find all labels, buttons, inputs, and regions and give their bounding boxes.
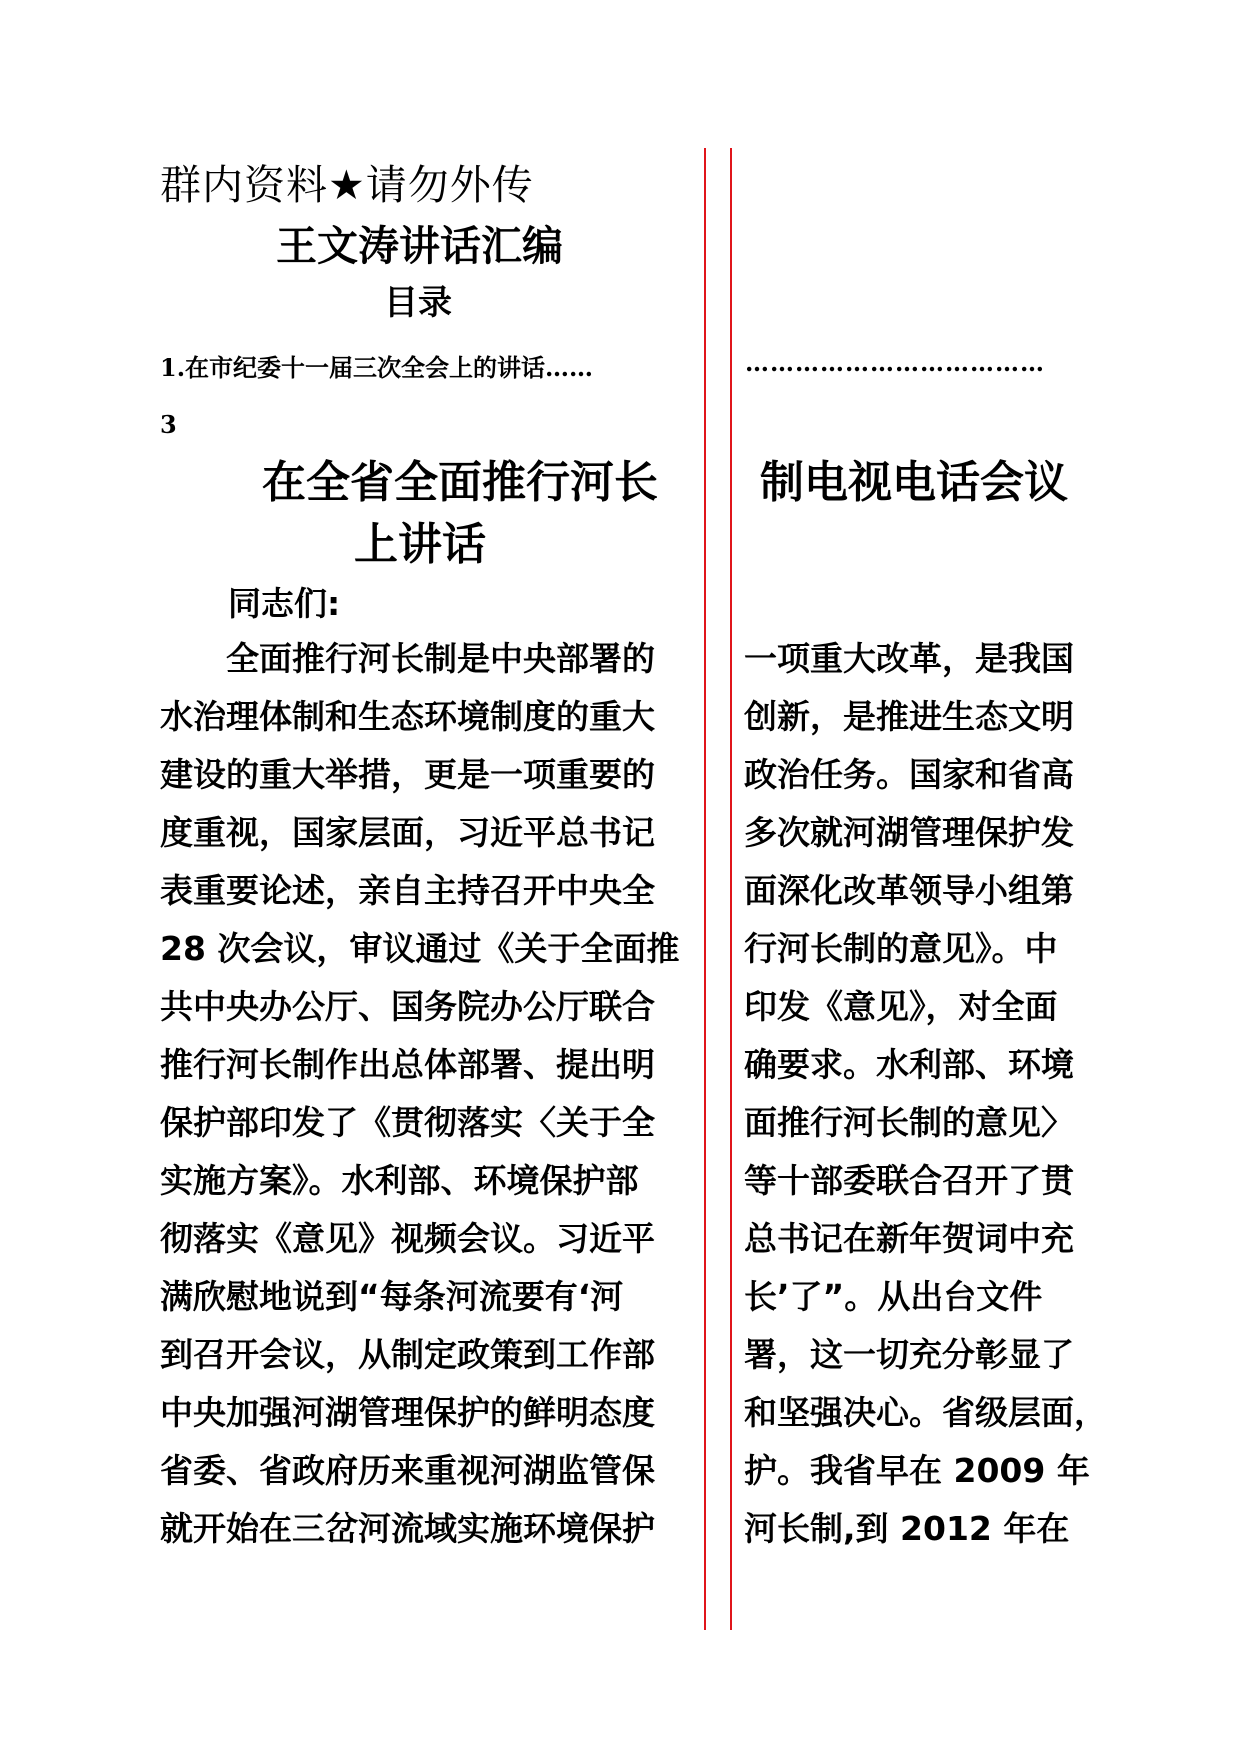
body-line: 署，这一切充分彰显了 bbox=[744, 1335, 1074, 1374]
body-line: 总书记在新年贺词中充 bbox=[744, 1219, 1074, 1258]
body-column-left bbox=[160, 630, 679, 1558]
body-line: 印发《意见》，对全面 bbox=[744, 987, 1058, 1026]
body-line: 中央加强河湖管理保护的鲜明态度 bbox=[160, 1393, 655, 1432]
header-note: 群内资料★请勿外传 bbox=[160, 161, 534, 209]
body-line: 和坚强决心。省级层面， bbox=[744, 1393, 1107, 1432]
body-line: 面深化改革领导小组第 bbox=[744, 871, 1074, 910]
body-line: 表重要论述，亲自主持召开中央全 bbox=[160, 871, 655, 910]
body-line: 河长制,到 2012 年在 bbox=[744, 1509, 1070, 1548]
body-line: 一项重大改革，是我国 bbox=[744, 639, 1074, 678]
body-line: 全面推行河长制是中央部署的 bbox=[160, 639, 655, 678]
body-column-right bbox=[744, 630, 1107, 1558]
body-line: 共中央办公厅、国务院办公厅联合 bbox=[160, 987, 655, 1026]
speech-title-right-line1: 制电视电话会议 bbox=[760, 457, 1068, 508]
body-line: 政治任务。国家和省高 bbox=[744, 755, 1074, 794]
body-line: 度重视，国家层面，习近平总书记 bbox=[160, 813, 655, 852]
body-line: 就开始在三岔河流域实施环境保护 bbox=[160, 1509, 655, 1548]
toc-entry-page: 3 bbox=[160, 410, 177, 439]
body-line: 创新，是推进生态文明 bbox=[744, 697, 1074, 736]
body-line: 满欣慰地说到“每条河流要有‘河 bbox=[160, 1277, 624, 1316]
body-line: 建设的重大举措，更是一项重要的 bbox=[160, 755, 655, 794]
toc-entry-dots: ……………………………… bbox=[745, 348, 1045, 377]
body-line: 省委、省政府历来重视河湖监管保 bbox=[160, 1451, 655, 1490]
speech-title-left-line1: 在全省全面推行河长 bbox=[262, 457, 658, 508]
body-line: 彻落实《意见》视频会议。习近平 bbox=[160, 1219, 655, 1258]
body-line: 长’了”。从出台文件 bbox=[744, 1277, 1043, 1316]
body-line: 多次就河湖管理保护发 bbox=[744, 813, 1074, 852]
body-line: 实施方案》。水利部、环境保护部 bbox=[160, 1161, 639, 1200]
column-divider-left bbox=[704, 148, 706, 1630]
body-line: 护。我省早在 2009 年 bbox=[744, 1451, 1090, 1490]
body-line: 保护部印发了《贯彻落实〈关于全 bbox=[160, 1103, 655, 1142]
speech-title-left-line2: 上讲话 bbox=[354, 519, 486, 570]
column-divider-right bbox=[730, 148, 732, 1630]
body-line: 行河长制的意见》。中 bbox=[744, 929, 1058, 968]
document-title: 王文涛讲话汇编 bbox=[276, 222, 563, 270]
body-line: 面推行河长制的意见〉 bbox=[744, 1103, 1074, 1142]
body-line: 确要求。水利部、环境 bbox=[744, 1045, 1074, 1084]
body-line: 等十部委联合召开了贯 bbox=[744, 1161, 1074, 1200]
body-line: 推行河长制作出总体部署、提出明 bbox=[160, 1045, 655, 1084]
toc-heading: 目录 bbox=[384, 283, 452, 323]
salutation: 同志们: bbox=[228, 584, 341, 623]
body-line: 到召开会议，从制定政策到工作部 bbox=[160, 1335, 655, 1374]
body-line: 28 次会议，审议通过《关于全面推 bbox=[160, 929, 680, 968]
toc-entry-text[interactable]: 1.在市纪委十一届三次全会上的讲话…… bbox=[160, 353, 594, 382]
body-line: 水治理体制和生态环境制度的重大 bbox=[160, 697, 655, 736]
